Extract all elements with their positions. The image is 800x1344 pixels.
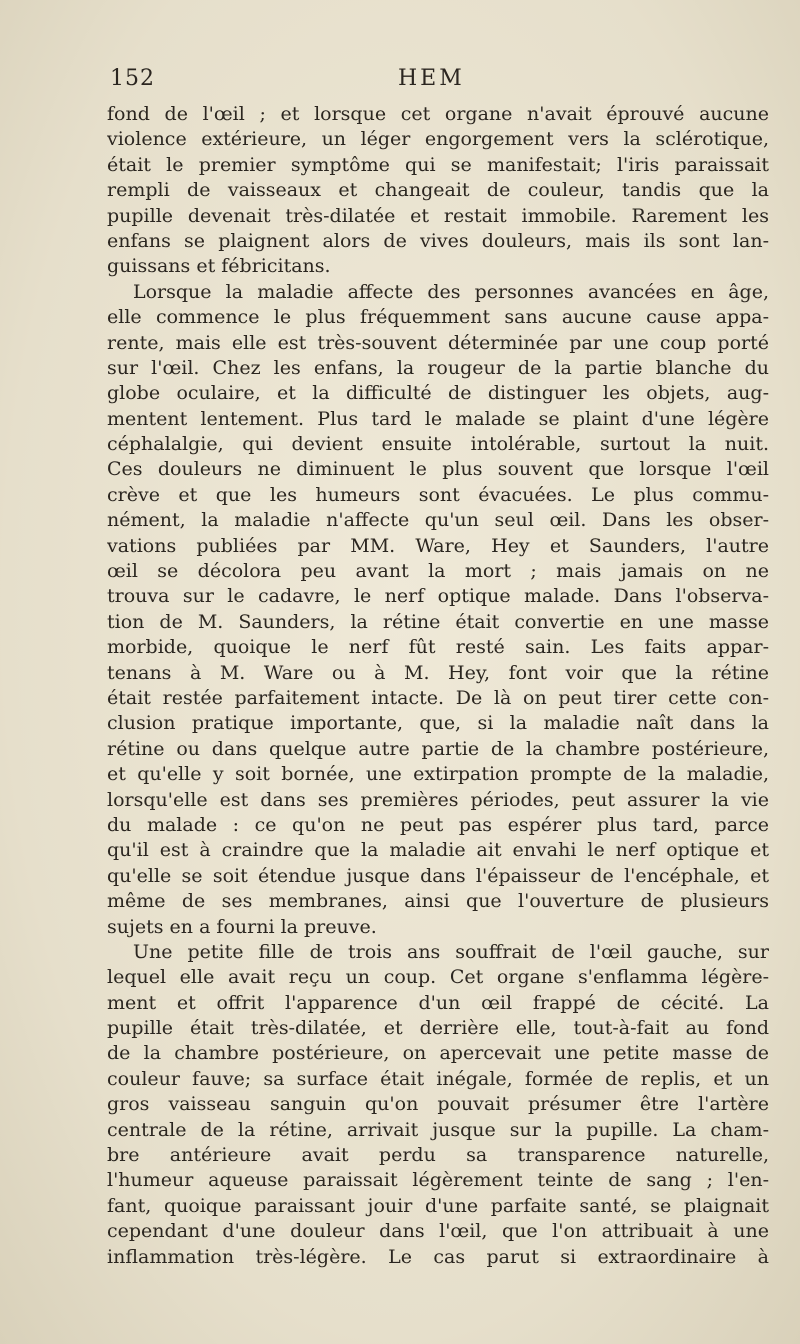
running-title: HEM (398, 66, 465, 91)
text-line: même de ses membranes, ainsi que l'ouverture de plusieurs (107, 890, 769, 913)
text-line: qu'il est à craindre que la maladie ait envahi le nerf optique et (107, 839, 769, 862)
text-line: qu'elle se soit étendue jusque dans l'épaisseur de l'encéphale, et (107, 864, 769, 887)
text-line: vations publiées par MM. Ware, Hey et Saunders, l'autre (107, 534, 769, 557)
text-line: Ces douleurs ne diminuent le plus souvent que lorsque l'œil (107, 458, 769, 481)
text-line: du malade : ce qu'on ne peut pas espérer plus tard, parce (107, 813, 769, 836)
text-line: sur l'œil. Chez les enfans, la rougeur de la partie blanche du (107, 356, 769, 379)
text-line: globe oculaire, et la difficulté de distinguer les objets, aug- (107, 382, 769, 405)
text-line: l'humeur aqueuse paraissait légèrement teinte de sang ; l'en- (107, 1169, 769, 1192)
text-line: crève et que les humeurs sont évacuées. Le plus commu- (107, 483, 769, 506)
text-line: gros vaisseau sanguin qu'on pouvait présumer être l'artère (107, 1093, 769, 1116)
text-line: elle commence le plus fréquemment sans aucune cause appa- (107, 306, 769, 329)
text-line: était le premier symptôme qui se manifestait; l'iris paraissait (107, 153, 769, 176)
text-line: lequel elle avait reçu un coup. Cet organe s'enflamma légère- (107, 966, 769, 989)
text-line: Une petite fille de trois ans souffrait de l'œil gauche, sur (133, 940, 769, 963)
text-line: inflammation très-légère. Le cas parut si extraordinaire à (107, 1245, 769, 1268)
running-head (110, 62, 770, 92)
text-line: Lorsque la maladie affecte des personnes avancées en âge, (133, 280, 769, 303)
text-line: bre antérieure avait perdu sa transparence naturelle, (107, 1144, 769, 1167)
text-line: rente, mais elle est très-souvent déterminée par une coup porté (107, 331, 769, 354)
text-line: ment et offrit l'apparence d'un œil frappé de cécité. La (107, 991, 769, 1014)
text-line: nément, la maladie n'affecte qu'un seul œil. Dans les obser- (107, 509, 769, 532)
text-line: œil se décolora peu avant la mort ; mais jamais on ne (107, 560, 769, 583)
text-line: et qu'elle y soit bornée, une extirpation prompte de la maladie, (107, 763, 769, 786)
text-line: clusion pratique importante, que, si la maladie naît dans la (107, 712, 769, 735)
text-line: couleur fauve; sa surface était inégale, formée de replis, et un (107, 1067, 769, 1090)
text-line: sujets en a fourni la preuve. (107, 915, 377, 938)
text-line: cependant d'une douleur dans l'œil, que l'on attribuait à une (107, 1220, 769, 1243)
text-line: violence extérieure, un léger engorgement vers la sclérotique, (107, 128, 769, 151)
text-line: guissans et fébricitans. (107, 255, 331, 278)
text-line: fond de l'œil ; et lorsque cet organe n'avait éprouvé aucune (107, 103, 769, 125)
text-line: centrale de la rétine, arrivait jusque sur la pupille. La cham- (107, 1118, 769, 1141)
text-line: mentent lentement. Plus tard le malade se plaint d'une légère (107, 407, 769, 430)
page-number: 152 (110, 66, 155, 91)
text-line: lorsqu'elle est dans ses premières périodes, peut assurer la vie (107, 788, 769, 811)
body-text (107, 102, 769, 1270)
text-line: morbide, quoique le nerf fût resté sain. Les faits appar- (107, 636, 769, 659)
text-line: pupille devenait très-dilatée et restait immobile. Rarement les (107, 204, 769, 227)
text-line: rempli de vaisseaux et changeait de couleur, tandis que la (107, 179, 769, 202)
text-line: était restée parfaitement intacte. De là on peut tirer cette con- (107, 686, 769, 709)
text-line: pupille était très-dilatée, et derrière elle, tout-à-fait au fond (107, 1017, 769, 1040)
text-line: enfans se plaignent alors de vives douleurs, mais ils sont lan- (107, 229, 769, 252)
text-line: tion de M. Saunders, la rétine était convertie en une masse (107, 610, 769, 633)
text-line: trouva sur le cadavre, le nerf optique malade. Dans l'observa- (107, 585, 769, 608)
text-line: fant, quoique paraissant jouir d'une parfaite santé, se plaignait (107, 1194, 769, 1217)
text-line: de la chambre postérieure, on apercevait une petite masse de (107, 1042, 769, 1065)
text-line: céphalalgie, qui devient ensuite intolérable, surtout la nuit. (107, 433, 769, 456)
text-line: rétine ou dans quelque autre partie de la chambre postérieure, (107, 737, 769, 760)
text-line: tenans à M. Ware ou à M. Hey, font voir que la rétine (107, 661, 769, 684)
